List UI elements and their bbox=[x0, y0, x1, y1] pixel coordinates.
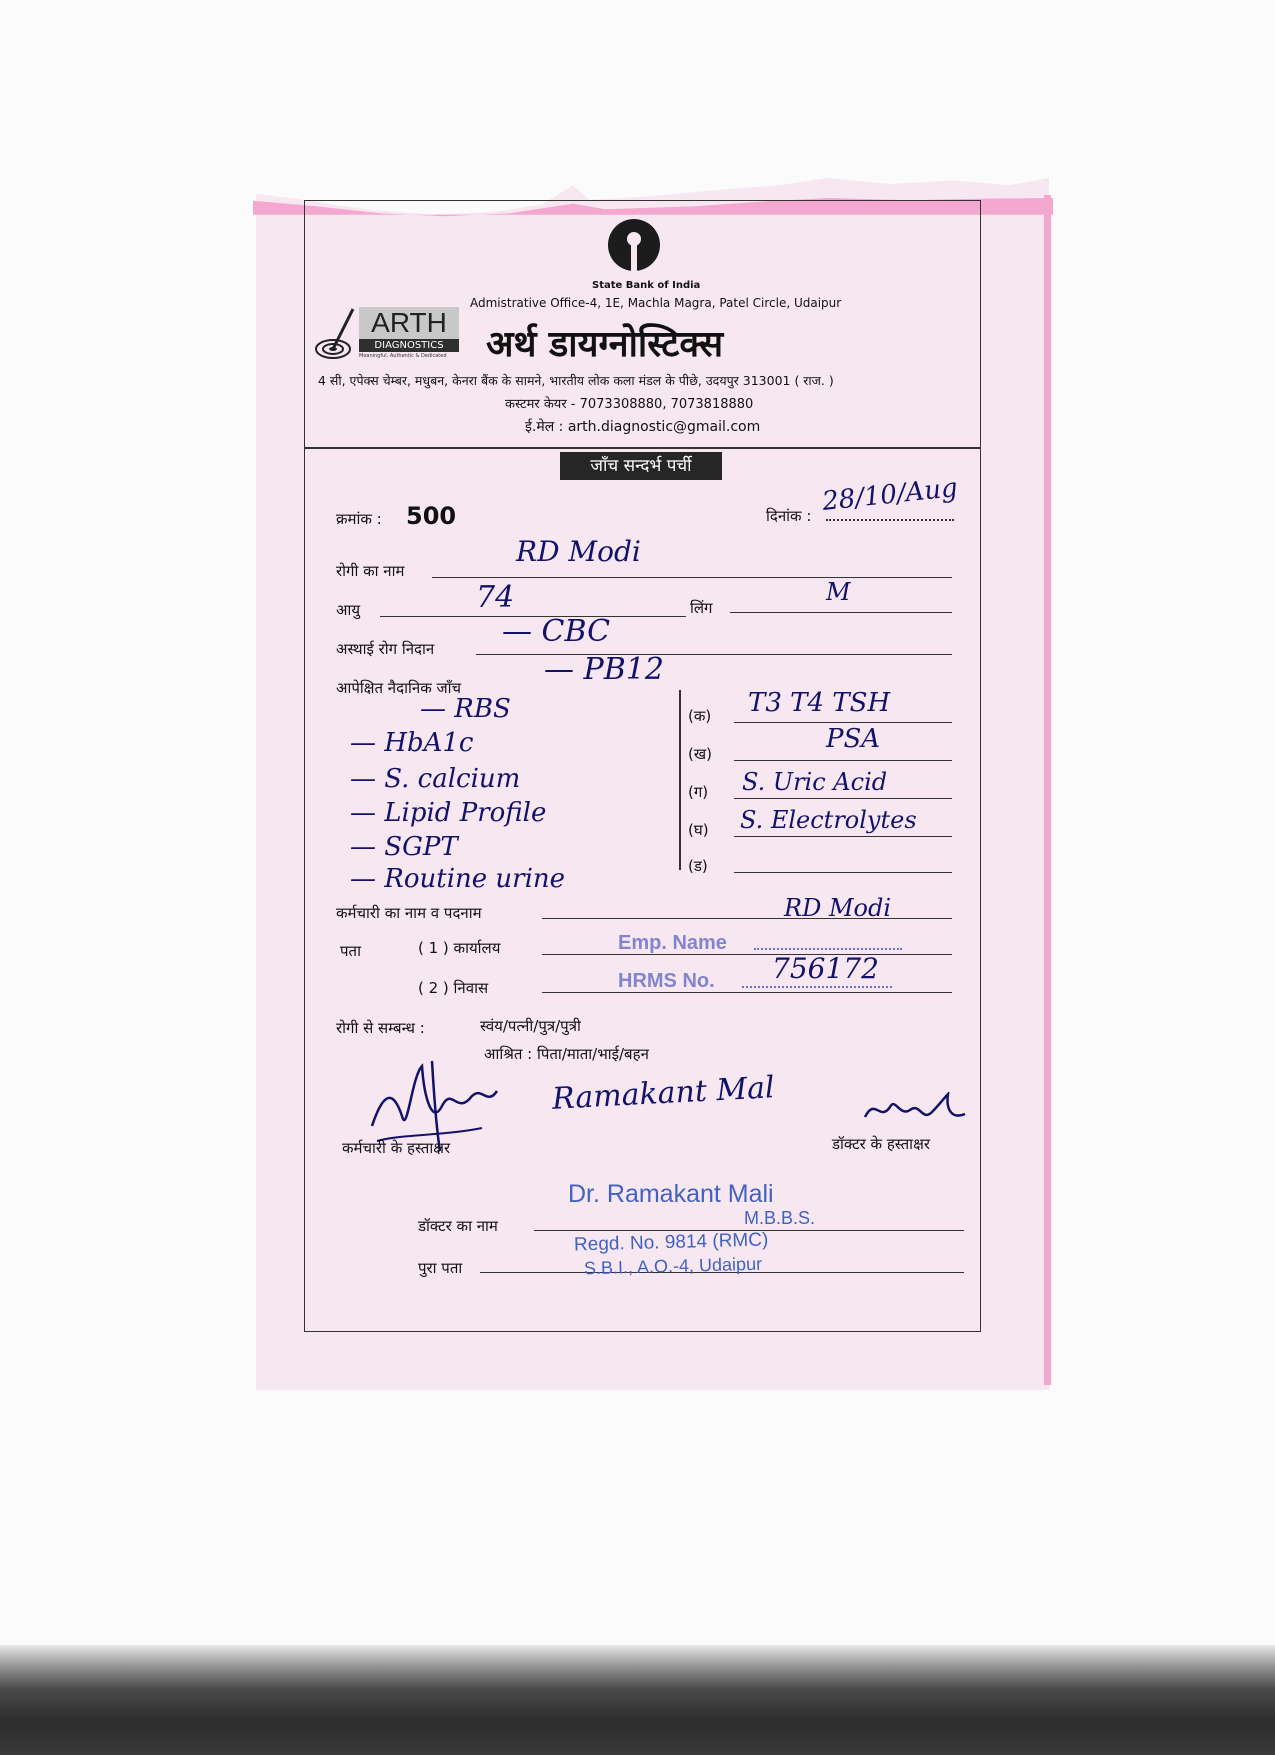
arth-swirl-icon bbox=[313, 305, 359, 365]
tests-label: आपेक्षित नैदानिक जाँच bbox=[336, 679, 462, 697]
test-right-line bbox=[734, 722, 952, 723]
gender-value: M bbox=[826, 578, 851, 606]
employee-value: RD Modi bbox=[784, 894, 892, 922]
doctor-sign-label: डॉक्टर के हस्ताक्षर bbox=[832, 1135, 930, 1153]
test-right-label: (ड) bbox=[688, 857, 708, 875]
form-title: जाँच सन्दर्भ पर्ची bbox=[560, 452, 722, 480]
date-line bbox=[826, 519, 954, 521]
bank-name: State Bank of India bbox=[592, 280, 701, 291]
test-right-label: (घ) bbox=[688, 821, 709, 839]
serial-label: क्रमांक : bbox=[336, 510, 382, 528]
email-label: ई.मेल : bbox=[525, 419, 564, 435]
email-value: arth.diagnostic@gmail.com bbox=[567, 419, 761, 435]
relation-options: स्वंय/पत्नी/पुत्र/पुत्री bbox=[480, 1017, 581, 1035]
hrms-stamp: HRMS No. bbox=[618, 970, 715, 992]
emp-name-stamp-dots bbox=[754, 948, 902, 950]
test-right-line bbox=[734, 798, 952, 799]
doctor-stamp-degree: M.B.B.S. bbox=[744, 1208, 816, 1228]
test-right-label: (ख) bbox=[688, 745, 712, 763]
office-label: ( 1 ) कार्यालय bbox=[418, 939, 501, 957]
age-label: आयु bbox=[336, 601, 361, 619]
hrms-value: 756172 bbox=[772, 952, 879, 985]
test-right-value: S. Uric Acid bbox=[742, 768, 888, 796]
residence-label: ( 2 ) निवास bbox=[418, 979, 489, 997]
logo-sub: DIAGNOSTICS bbox=[359, 339, 459, 352]
doctor-stamp-name: Dr. Ramakant Mali bbox=[568, 1180, 774, 1208]
test-right-line bbox=[734, 872, 952, 873]
diagnosis-value: — CBC bbox=[502, 614, 611, 649]
employee-sign-label: कर्मचारी के हस्ताक्षर bbox=[342, 1139, 451, 1157]
age-value: 74 bbox=[476, 580, 515, 615]
test-right-line bbox=[734, 760, 952, 761]
test-left-item: — SGPT bbox=[350, 832, 458, 862]
test-right-label: (ग) bbox=[688, 783, 709, 801]
test-left-item: — Routine urine bbox=[350, 864, 566, 894]
sbi-logo-icon bbox=[608, 219, 660, 271]
office-line bbox=[542, 954, 952, 955]
residence-line bbox=[542, 992, 952, 993]
doctor-stamp-regd: Regd. No. 9814 (RMC) bbox=[573, 1229, 769, 1256]
test-right-line bbox=[734, 836, 952, 837]
test-right-value: S. Electrolytes bbox=[740, 806, 917, 834]
test-left-item: — RBS bbox=[420, 694, 511, 724]
test-left-item: — S. calcium bbox=[350, 764, 521, 794]
address-label: पता bbox=[340, 942, 361, 960]
employee-label: कर्मचारी का नाम व पदनाम bbox=[336, 904, 482, 922]
gender-line bbox=[730, 612, 952, 613]
emp-name-stamp: Emp. Name bbox=[618, 932, 727, 954]
customer-care: कस्टमर केयर - 7073308880, 7073818880 bbox=[505, 397, 754, 412]
test-right-value: T3 T4 TSH bbox=[748, 688, 891, 718]
test-left-item: — HbA1c bbox=[350, 728, 474, 758]
test-left-item: — Lipid Profile bbox=[350, 798, 547, 828]
doctor-note: Ramakant Mal bbox=[551, 1070, 776, 1117]
clinic-address: 4 सी, एपेक्स चेम्बर, मधुबन, केनरा बैंक के सामने, भारतीय लोक कला मंडल के पीछे, उदयपुर 313001 ( राज. ) bbox=[318, 373, 834, 388]
serial-number: 500 bbox=[406, 502, 457, 530]
date-value: 28/10/Aug bbox=[820, 472, 960, 518]
email-line bbox=[525, 417, 760, 436]
admin-office: Admistrative Office-4, 1E, Machla Magra, Patel Circle, Udaipur bbox=[470, 296, 842, 310]
patient-name-label: रोगी का नाम bbox=[336, 562, 405, 580]
patient-name-value: RD Modi bbox=[516, 535, 641, 568]
test-right-value: PSA bbox=[826, 724, 881, 754]
brand-name: अर्थ डायग्नोस्टिक्स bbox=[486, 324, 724, 365]
patient-name-line bbox=[432, 577, 952, 578]
tests-divider bbox=[679, 690, 681, 870]
doctor-stamp-office: S.B.I., A.O.-4, Udaipur bbox=[583, 1253, 763, 1279]
doctor-name-label: डॉक्टर का नाम bbox=[418, 1217, 498, 1235]
tests-note: — PB12 bbox=[544, 652, 664, 687]
date-label: दिनांक : bbox=[766, 507, 812, 525]
dependent-options: आश्रित : पिता/माता/भाई/बहन bbox=[484, 1045, 649, 1063]
header-divider bbox=[304, 447, 981, 449]
pink-side-edge bbox=[1044, 195, 1051, 1385]
scanner-edge-shadow bbox=[0, 1645, 1275, 1755]
test-right-label: (क) bbox=[688, 707, 712, 725]
gender-label: लिंग bbox=[690, 599, 713, 617]
logo-tagline: Meaningful, Authentic & Dedicated bbox=[359, 353, 447, 359]
relation-label: रोगी से सम्बन्ध : bbox=[336, 1019, 425, 1037]
full-address-label: पुरा पता bbox=[418, 1259, 463, 1277]
logo-word: ARTH bbox=[359, 307, 459, 339]
arth-logo bbox=[313, 305, 463, 365]
diagnosis-label: अस्थाई रोग निदान bbox=[336, 640, 435, 658]
hrms-stamp-dots bbox=[742, 986, 892, 988]
doctor-signature-icon bbox=[860, 1092, 970, 1132]
